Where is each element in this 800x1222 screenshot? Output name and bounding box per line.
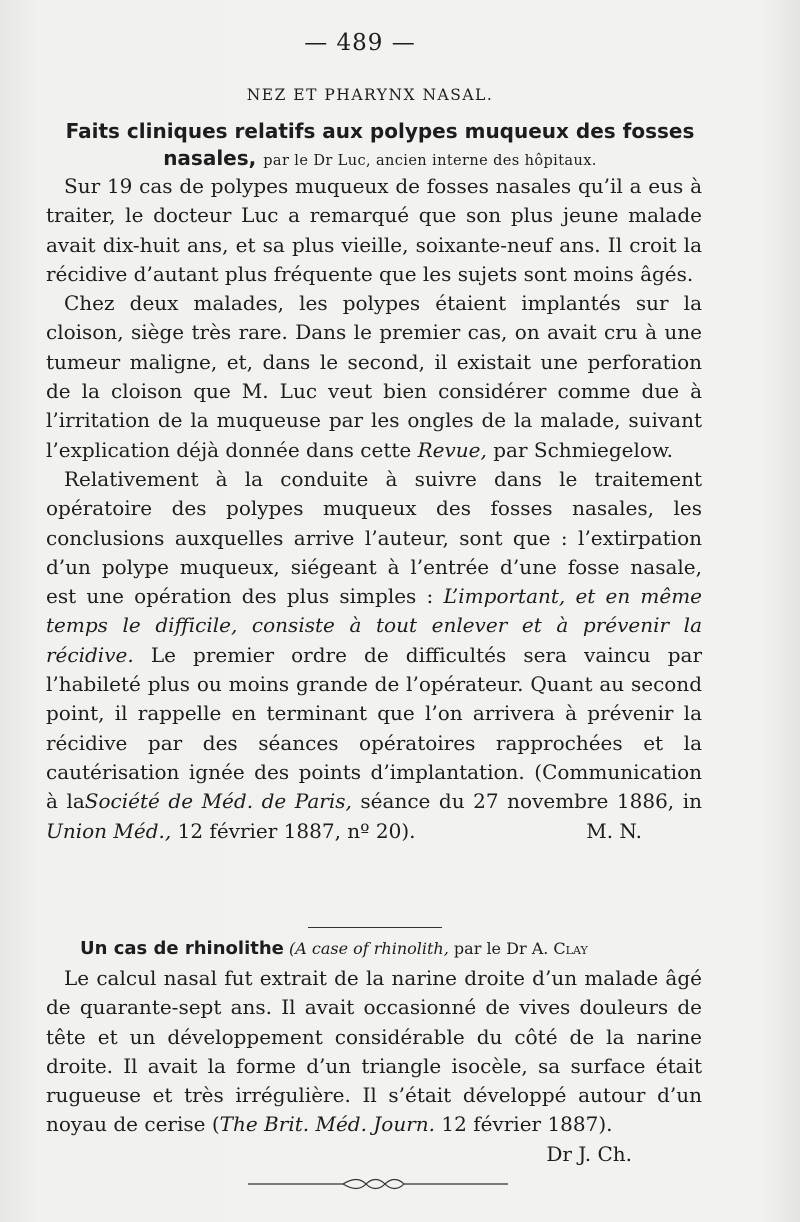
article1-journal-name: Union Méd., [46, 818, 172, 843]
article2-signature: Dr J. Ch. [546, 1141, 632, 1166]
article2-paragraph [46, 964, 702, 1166]
page-number: — 489 — [304, 30, 416, 56]
article2-body [46, 964, 702, 1169]
article1-body [46, 172, 702, 846]
end-ornament [248, 1178, 508, 1190]
article1-byline: par le Dr Luc, ancien interne des hôpitaux. [263, 153, 597, 169]
article1-paragraph-3 [46, 465, 702, 846]
article1-paragraph-3-text: Relativement à la conduite à suivre dans le traitement opératoire des polypes muqueux des fosses nasales, les conclusions auxquelles arrive l’auteur, sont que : l’extirpation d’un polype muqueux, siégeant à l’entrée d’une fosse nasale, est une opération des plus simples : [46, 466, 702, 609]
article1-revue-title: Revue, [417, 437, 487, 462]
article1-paragraph-2-end: par Schmiegelow. [493, 437, 674, 462]
article1-title: Faits cliniques relatifs aux polypes muqueux des fosses nasales, [65, 119, 695, 170]
article1-paragraph-2 [46, 289, 702, 465]
article2-heading [80, 936, 720, 962]
article2-title: Un cas de rhinolithe [80, 938, 284, 959]
section-title: NEZ ET PHARYNX NASAL. [246, 86, 494, 104]
article2-author: A. Clay [531, 939, 588, 958]
article1-emphasis: L’important, et en même temps le difficile, consiste à tout enlever et à prévenir la récidive. [46, 584, 703, 667]
article1-heading [40, 118, 720, 175]
article1-session-date: séance du 27 novembre 1886, in [360, 789, 702, 814]
article1-citation: 12 février 1887, nº 20). [177, 818, 416, 843]
article1-society-name: Société de Méd. de Paris, [84, 789, 352, 814]
article2-byline-prefix: par le Dr [453, 939, 527, 958]
article1-paragraph-3-middle: Le premier ordre de difficultés sera vaincu par l’habileté plus ou moins grande de l’opérateur. Quant au second point, il rappelle en terminant que l’on arrivera à prévenir la récidive par des séances opératoires rapprochées et la cautérisation ignée des points d’implantation. (Communication à la [46, 642, 703, 814]
article2-title-english: (A case of rhinolith, [288, 939, 449, 958]
article2-citation: 12 février 1887). [441, 1112, 613, 1137]
article2-journal-name: The Brit. Méd. Journ. [219, 1112, 436, 1137]
article1-paragraph-2-text: Chez deux malades, les polypes étaient implantés sur la cloison, siège très rare. Dans le premier cas, on avait cru à une tumeur maligne, et, dans le second, il existait une perforation de la cloison que M. Luc veut bien considérer comme due à l’irritation de la muqueuse par les ongles de la malade, suivant l’explication déjà donnée dans cette [46, 291, 702, 462]
section-divider [308, 927, 442, 928]
article2-paragraph-text: Le calcul nasal fut extrait de la narine droite d’un malade âgé de quarante-sept ans. Il avait occasionné de vives douleurs de tête et un développement considérable du côté de la narine droite. Il avait la forme d’un triangle isocèle, sa surface était rugueuse et très irrégulière. Il s’était développé autour d’un noyau de cerise ( [46, 966, 702, 1137]
article1-paragraph-1: Sur 19 cas de polypes muqueux de fosses nasales qu’il a eus à traiter, le docteur Luc a remarqué que son plus jeune malade avait dix-huit ans, et sa plus vieille, soixante-neuf ans. Il croit la récidive d’autant plus fréquente que les sujets sont moins âgés. [46, 174, 702, 286]
article1-signature: M. N. [586, 818, 642, 843]
